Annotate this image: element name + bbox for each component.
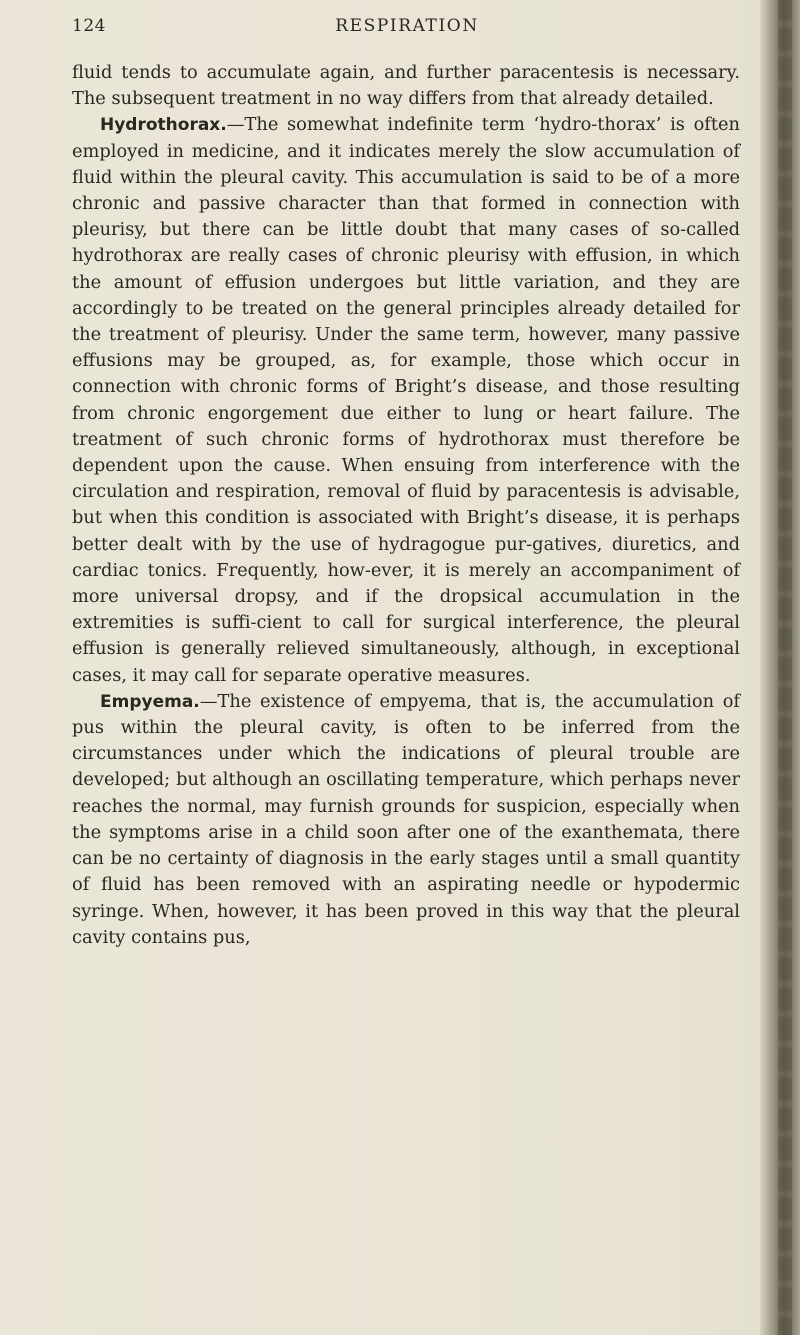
paragraph-text: fluid tends to accumulate again, and further paracentesis is necessary. The subsequent treatment in no way differs from that already detailed. [72,62,740,110]
page-number: 124 [72,16,106,36]
paragraph-text: —The somewhat indefinite term ‘hydro-thorax’ is often employed in medicine, and it indicates merely the slow accumulation of fluid within the pleural cavity. This accumulation is said to be of a more chronic and passive character than that formed in connection with pleurisy, but there can be little doubt that many cases of so-called hydrothorax are really cases of chronic pleurisy with effusion, in which the amount of effusion undergoes but little variation, and they are accordingly to be treated on the general principles already detailed for the treatment of pleurisy. Under the same term, however, many passive effusions may be grouped, as, for example, those which occur in connection with chronic forms of Bright’s disease, and those resulting from chronic engorgement due either to lung or heart failure. The treatment of such chronic forms of hydrothorax must therefore be dependent upon the cause. When ensuing from interference with the circulation and respiration, removal of fluid by paracentesis is advisable, but when this condition is associated with Bright’s disease, it is perhaps better dealt with by the use of hydragogue pur-gatives, diuretics, and cardiac tonics. Frequently, how-ever, it is merely an accompaniment of more universal dropsy, and if the dropsical accumulation in the extremities is suffi-cient to call for surgical interference, the pleural effusion is generally relieved simultaneously, although, in exceptional cases, it may call for separate operative measures. [72,114,740,686]
section-term-hydrothorax: Hydrothorax. [100,115,227,136]
paragraph-text: —The existence of empyema, that is, the accumulation of pus within the pleural cavity, is often to be inferred from the circumstances under which the indications of pleural trouble are developed; but although an oscillating temperature, which perhaps never reaches the normal, may furnish grounds for suspicion, especially when the symptoms arise in a child soon after one of the exanthemata, there can be no certainty of diagnosis in the early stages until a small quantity of fluid has been removed with an aspirating needle or hypodermic syringe. When, however, it has been proved in this way that the pleural cavity contains pus, [72,690,740,948]
running-head: RESPIRATION [335,16,479,36]
section-term-empyema: Empyema. [100,691,200,712]
page-header [72,16,742,44]
book-spine-shadow [760,0,800,1335]
paragraph-continuation [72,60,740,112]
body-text [72,60,740,951]
binding-edge [778,0,792,1335]
paragraph-empyema [72,689,740,951]
paragraph-hydrothorax [72,112,740,688]
